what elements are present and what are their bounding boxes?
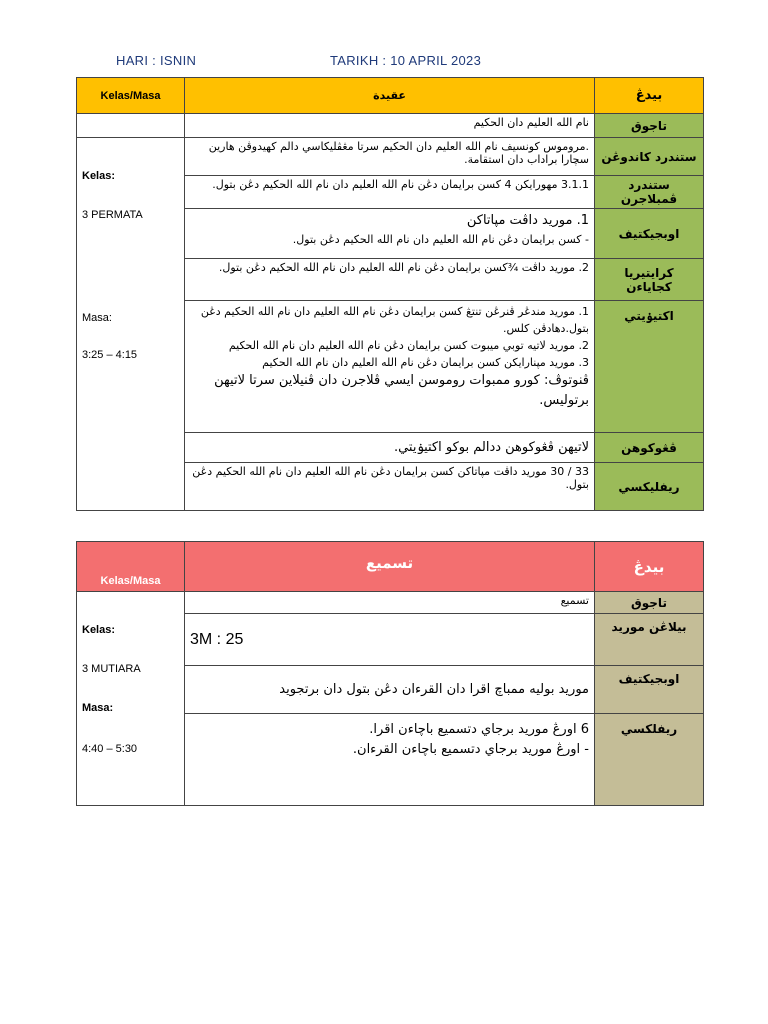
refleksi-text: 33 / 30 موريد داڤت مڽاتاكن كسن برايمان دڠن نام الله العليم دان نام الله الحكيم دڠن بتول.: [185, 463, 595, 511]
refleksi-line-1: 6 اورڠ موريد برجاي دتسميع باچاءن اقرا.: [369, 722, 589, 737]
kriteria-label: كرايتيريا كجاياءن: [595, 259, 704, 301]
tasmik-table: [76, 541, 704, 806]
tajuk-label-2: تاجوق: [595, 592, 704, 614]
sp-label: ستندرد ڤمبلاجرن: [595, 176, 704, 209]
kelas-value-2: 3 MUTIARA: [82, 663, 141, 676]
aktiviti-text: [185, 301, 595, 433]
kelas-masa-cell: [77, 138, 185, 511]
tarikh-label: TARIKH : 10 APRIL 2023: [330, 53, 482, 68]
bilangan-label: بيلاڠن موريد: [595, 614, 704, 666]
aktiviti-line-2: 2. موريد لاتيه توبي ميبوت كسن برايمان دڠن نام الله العليم دان نام الله الحكيم: [228, 339, 589, 353]
objektif-line-1: 1. موريد داڤت مڽاتاكن: [466, 213, 589, 228]
aktiviti-label: اكتيۏيتي: [595, 301, 704, 433]
sk-label: ستندرد كاندوڠن: [595, 138, 704, 176]
bidang-header-2: بيدڠ: [595, 542, 704, 592]
subject-header: عقيدة: [185, 78, 595, 114]
kelas-masa-cell-2: [77, 592, 185, 806]
bilangan-text: 3M : 25: [185, 614, 595, 666]
tajuk-text-2: تسميع: [185, 592, 595, 614]
aqidah-table: [76, 77, 704, 511]
tajuk-text: نام الله العليم دان الحكيم: [185, 114, 595, 138]
bidang-header: بيدڠ: [595, 78, 704, 114]
refleksi-label: ريفليكسي: [595, 463, 704, 511]
kelas-label-2: Kelas:: [82, 624, 116, 636]
masa-value-2: 4:40 – 5:30: [82, 743, 138, 756]
objektif-text: [185, 209, 595, 259]
hari-label: HARI : ISNIN: [116, 53, 197, 68]
tajuk-label: تاجوق: [595, 114, 704, 138]
aktiviti-line-1: 1. موريد مندڠر ڤنرڠن تنتڠ كسن برايمان دڠن نام الله العليم دان نام الله الحكيم دڠن بتول.دهادڤن كلس.: [200, 305, 589, 336]
refleksi-label-2: ريفلكسي: [595, 714, 704, 806]
refleksi-text-2: [185, 714, 595, 806]
sk-text: .مروموس كونسيف نام الله العليم دان الحكيم سرتا مڠڤليكاسي دالم كهيدوڤن هارين سچارا براداب دان استقامة.: [185, 138, 595, 176]
masa-label-2: Masa:: [82, 702, 114, 715]
refleksi-line-2: - اورڠ موريد برجاي دتسميع باچاءن القرءان.: [352, 742, 589, 758]
objektif-label: اوبجيكتيف: [595, 209, 704, 259]
aktiviti-line-4: ڤنوتوڤ: كورو ممبوات روموسن ايسي ڤلاجرن دان ڤنيلاين سرتا لاتيهن برتوليس.: [214, 373, 589, 409]
objektif-line-2: - كسن برايمان دڠن نام الله العليم دان نام الله الحكيم دڠن بتول.: [292, 233, 589, 247]
aktiviti-line-3: 3. موريد مڽنارايكن كسن برايمان دڠن نام الله العليم دان نام الله الحكيم: [262, 356, 589, 370]
objektif-label-2: اوبجيكتيف: [595, 666, 704, 714]
kriteria-text: 2. موريد داڤت ¾كسن برايمان دڠن نام الله العليم دان نام الله الحكيم دڠن بتول.: [185, 259, 595, 301]
subject-header-2: تسميع: [185, 542, 595, 592]
masa-value: 3:25 – 4:15: [82, 349, 138, 362]
kelas-masa-header: Kelas/Masa: [77, 78, 185, 114]
objektif-text-2: موريد بوليه ممباچ اقرا دان القرءان دڠن بتول دان برتجويد: [185, 666, 595, 714]
sp-text: 3.1.1 مهورايكن 4 كسن برايمان دڠن نام الله العليم دان نام الله الحكيم دڠن بتول.: [185, 176, 595, 209]
pengukuhan-text: لاتيهن ڤڠوكوهن ددالم بوكو اكتيۏيتي.: [185, 433, 595, 463]
pengukuhan-label: ڤڠوكوهن: [595, 433, 704, 463]
kelas-label: Kelas:: [82, 170, 116, 182]
kelas-value: 3 PERMATA: [82, 209, 143, 222]
masa-label: Masa:: [82, 312, 112, 325]
kelas-masa-header-2: Kelas/Masa: [77, 542, 185, 592]
